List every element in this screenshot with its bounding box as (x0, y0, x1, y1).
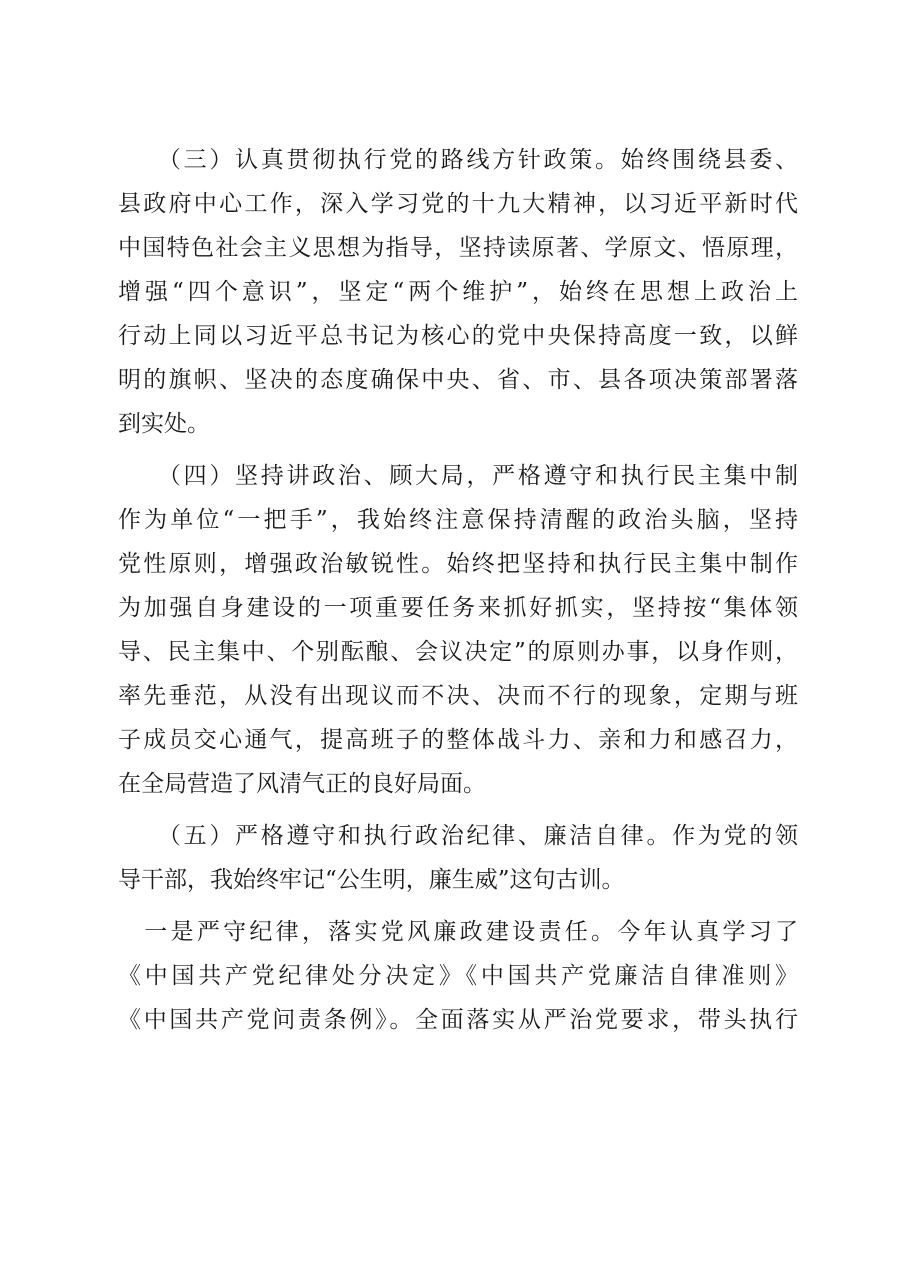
document-body (118, 138, 798, 1042)
text-line: 《中国共产党纪律处分决定》《中国共产党廉洁自律准则》 (118, 963, 798, 989)
text-line: 《中国共产党问责条例》。全面落实从严治党要求，带头执行 (118, 1007, 798, 1033)
text-line: 导、民主集中、个别酝酿、会议决定”的原则办事，以身作则， (118, 639, 798, 665)
text-line: 行动上同以习近平总书记为核心的党中央保持高度一致，以鲜 (118, 323, 798, 349)
text-line: （五）严格遵守和执行政治纪律、廉洁自律。作为党的领 (118, 823, 798, 849)
text-line: 在全局营造了风清气正的良好局面。 (118, 771, 486, 797)
text-line: （四）坚持讲政治、顾大局，严格遵守和执行民主集中制 (118, 463, 798, 489)
text-line: 为加强自身建设的一项重要任务来抓好抓实，坚持按“集体领 (118, 595, 798, 621)
text-line: 率先垂范，从没有出现议而不决、决而不行的现象，定期与班 (118, 683, 798, 709)
paragraph-section-four (118, 454, 798, 806)
text-line: 党性原则，增强政治敏锐性。始终把坚持和执行民主集中制作 (118, 551, 798, 577)
text-line: 导干部，我始终牢记“公生明，廉生威”这句古训。 (118, 867, 625, 893)
paragraph-section-three (118, 138, 798, 446)
paragraph-discipline (118, 910, 798, 1042)
text-line: 县政府中心工作，深入学习党的十九大精神，以习近平新时代 (118, 191, 798, 217)
paragraph-section-five (118, 814, 798, 902)
text-line: 作为单位“一把手”，我始终注意保持清醒的政治头脑，坚持 (118, 507, 798, 533)
text-line: 中国特色社会主义思想为指导，坚持读原著、学原文、悟原理， (118, 235, 798, 261)
text-line: 增强“四个意识”，坚定“两个维护”，始终在思想上政治上 (118, 279, 798, 305)
text-line: 明的旗帜、坚决的态度确保中央、省、市、县各项决策部署落 (118, 367, 798, 393)
text-line: 一是严守纪律，落实党风廉政建设责任。今年认真学习了 (118, 919, 798, 945)
text-line: （三）认真贯彻执行党的路线方针政策。始终围绕县委、 (118, 147, 798, 173)
text-line: 子成员交心通气，提高班子的整体战斗力、亲和力和感召力， (118, 727, 798, 753)
text-line: 到实处。 (118, 411, 210, 437)
